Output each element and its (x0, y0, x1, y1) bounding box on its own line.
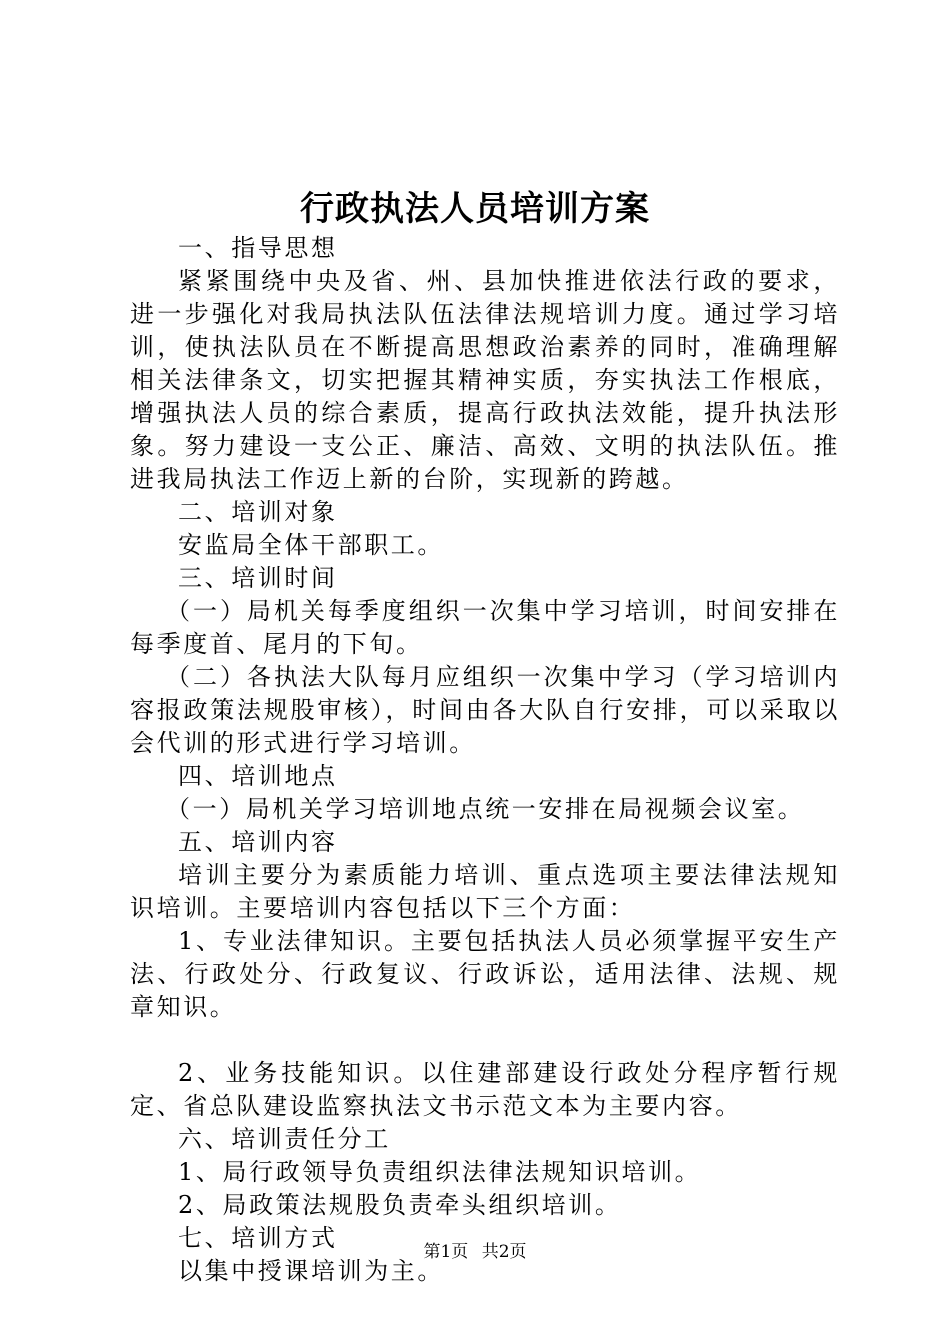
paragraph: 紧紧围绕中央及省、州、县加快推进依法行政的要求，进一步强化对我局执法队伍法律法规培训力度。通过学习培训，使执法队员在不断提高思想政治素养的同时，准确理解相关法律条文，切实把握其精神实质，夯实执法工作根底，增强执法人员的综合素质，提高行政执法效能，提升执法形象。努力建设一支公正、廉洁、高效、文明的执法队伍。推进我局执法工作迈上新的台阶，实现新的跨越。 (130, 267, 840, 493)
section-heading: 一、指导思想 (178, 234, 338, 262)
paragraph: 以集中授课培训为主。 (178, 1257, 444, 1285)
paragraph: 2、局政策法规股负责牵头组织培训。 (178, 1191, 622, 1219)
section-heading: 四、培训地点 (178, 762, 338, 790)
paragraph: （一）局机关学习培训地点统一安排在局视频会议室。 (166, 795, 805, 823)
page-total: 共2页 (481, 1242, 527, 1262)
paragraph: 1、局行政领导负责组织法律法规知识培训。 (178, 1158, 702, 1186)
section-heading: 二、培训对象 (178, 498, 338, 526)
section-heading: 六、培训责任分工 (178, 1125, 391, 1153)
document-body (130, 232, 840, 1288)
paragraph: 2、业务技能知识。以住建部建设行政处分程序暂行规定、省总队建设监察执法文书示范文本为主要内容。 (130, 1059, 840, 1120)
section-heading: 七、培训方式 (178, 1224, 338, 1252)
page-footer (0, 1240, 950, 1264)
paragraph: 培训主要分为素质能力培训、重点选项主要法律法规知识培训。主要培训内容包括以下三个方面： (130, 861, 840, 922)
paragraph: 1、专业法律知识。主要包括执法人员必须掌握平安生产法、行政处分、行政复议、行政诉讼，适用法律、法规、规章知识。 (130, 927, 840, 1021)
paragraph: （二）各执法大队每月应组织一次集中学习（学习培训内容报政策法规股审核），时间由各大队自行安排，可以采取以会代训的形式进行学习培训。 (130, 663, 840, 757)
document-title: 行政执法人员培训方案 (300, 189, 650, 229)
paragraph: （一）局机关每季度组织一次集中学习培训，时间安排在每季度首、尾月的下旬。 (130, 597, 840, 658)
page-number: 第1页 (423, 1242, 469, 1262)
section-heading: 五、培训内容 (178, 828, 338, 856)
paragraph: 安监局全体干部职工。 (178, 531, 444, 559)
section-heading: 三、培训时间 (178, 564, 338, 592)
